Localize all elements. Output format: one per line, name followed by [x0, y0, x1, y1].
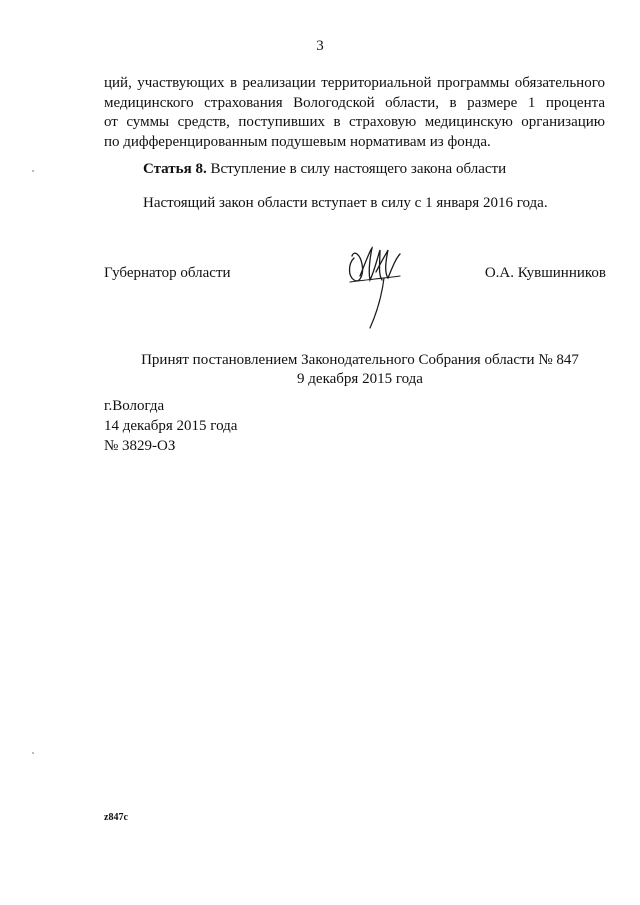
adoption-line: Принят постановлением Законодательного Собрания области № 847: [141, 352, 579, 368]
article-heading: [143, 161, 506, 178]
adoption-note: [0, 351, 640, 389]
article-title: Вступление в силу настоящего закона области: [210, 161, 507, 177]
governor-name: О.А. Кувшинников: [484, 265, 606, 281]
body-line: медицинского страхования Вологодской области, в размере 1 процента: [104, 94, 605, 111]
city: г.Вологда: [104, 398, 165, 414]
body-paragraph: [104, 74, 605, 152]
article-text: Настоящий закон области вступает в силу с 1 января 2016 года.: [143, 195, 548, 211]
body-line: от суммы средств, поступивших в страховую медицинскую организацию: [104, 114, 605, 130]
law-number: № 3829-ОЗ: [104, 438, 176, 454]
place-date-block: [104, 396, 237, 456]
margin-mark: [32, 752, 34, 754]
adoption-date: 9 декабря 2015 года: [297, 371, 423, 387]
margin-mark: [32, 170, 34, 172]
body-line: ций, участвующих в реализации территориальной программы обязательного: [104, 75, 605, 91]
body-line: по дифференцированным подушевым нормативам из фонда.: [104, 133, 491, 150]
governor-title: Губернатор области: [104, 265, 231, 281]
page-number: 3: [316, 38, 324, 54]
footer-code: z847c: [104, 812, 128, 823]
handwritten-signature: [340, 236, 412, 336]
law-date: 14 декабря 2015 года: [104, 418, 238, 434]
article-label: Статья 8.: [143, 161, 207, 177]
